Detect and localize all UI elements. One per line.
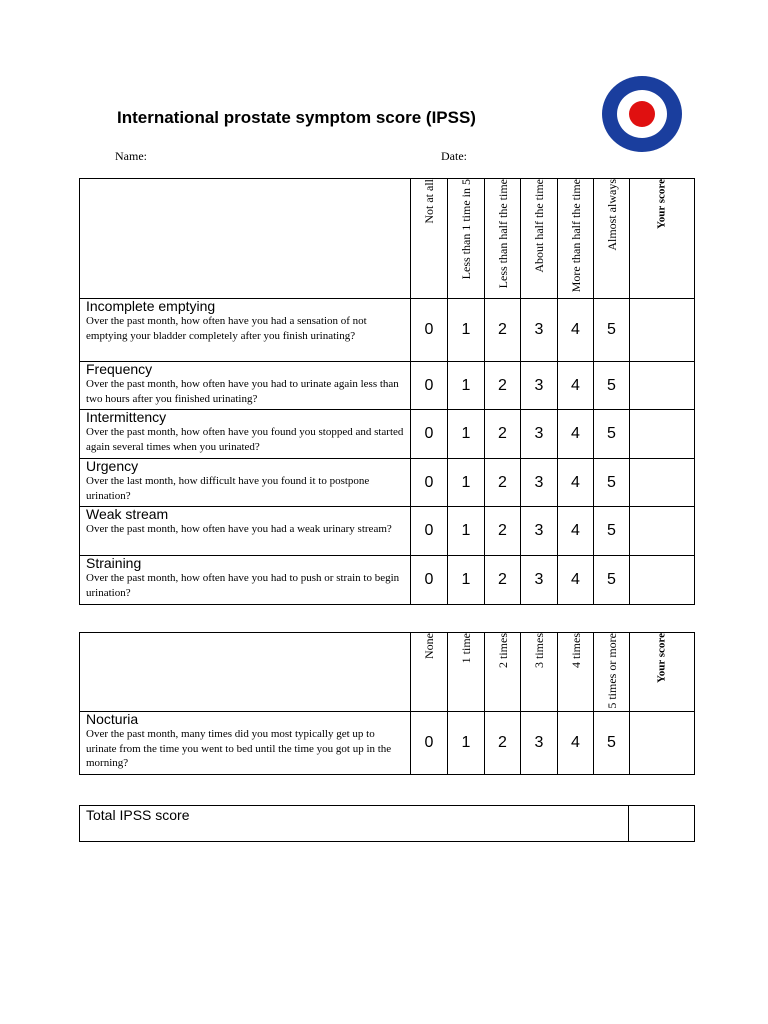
name-label: Name:: [115, 149, 147, 163]
score-option[interactable]: 2: [485, 362, 521, 410]
col-header-label: Your score: [655, 179, 668, 230]
question-text: Over the past month, how often have you had a sensation of not emptying your bladder completely after you finish urinating?: [86, 315, 367, 342]
score-option[interactable]: 4: [558, 410, 594, 459]
col-header-3-times: [521, 633, 558, 712]
score-option[interactable]: 5: [594, 459, 630, 507]
col-header-more-than-half: [558, 179, 594, 299]
col-header-label: 4 times: [568, 633, 583, 668]
your-score-cell[interactable]: [630, 507, 695, 556]
score-option[interactable]: 5: [594, 362, 630, 410]
symptom-table: [79, 178, 695, 605]
question-text: Over the past month, how often have you found you stopped and started again several times when you urinated?: [86, 426, 404, 453]
table-row: [80, 459, 695, 507]
score-option[interactable]: 4: [558, 459, 594, 507]
question-title: Weak stream: [86, 506, 169, 522]
score-option[interactable]: 1: [448, 556, 485, 605]
nocturia-table: [79, 632, 695, 775]
score-option[interactable]: 4: [558, 556, 594, 605]
table-row: [80, 507, 695, 556]
col-header-label: None: [422, 633, 436, 659]
question-title: Straining: [86, 555, 142, 571]
score-option[interactable]: 2: [485, 299, 521, 362]
score-option[interactable]: 0: [411, 459, 448, 507]
question-cell: [80, 459, 411, 507]
score-option[interactable]: 3: [521, 712, 558, 775]
score-option[interactable]: 3: [521, 459, 558, 507]
col-header-4-times: [558, 633, 594, 712]
col-header-label: Your score: [655, 633, 668, 684]
score-option[interactable]: 2: [485, 712, 521, 775]
question-title: Frequency: [86, 361, 153, 377]
date-label: Date:: [441, 149, 467, 163]
question-text: Over the past month, many times did you most typically get up to urinate from the time you went to bed until the time you got up in the morning?: [86, 728, 392, 769]
col-header-label: 1 time: [459, 633, 473, 664]
your-score-cell[interactable]: [630, 362, 695, 410]
question-cell: [80, 410, 411, 459]
score-option[interactable]: 0: [411, 712, 448, 775]
col-header-label: Almost always: [604, 179, 619, 251]
question-cell: [80, 712, 411, 775]
your-score-cell[interactable]: [630, 459, 695, 507]
question-title: Urgency: [86, 458, 139, 474]
question-cell: [80, 362, 411, 410]
score-option[interactable]: 0: [411, 299, 448, 362]
score-option[interactable]: 3: [521, 507, 558, 556]
col-header-label: 2 times: [495, 633, 510, 668]
table-row: [80, 712, 695, 775]
score-option[interactable]: 2: [485, 459, 521, 507]
col-header-less-than-half: [485, 179, 521, 299]
score-option[interactable]: 3: [521, 362, 558, 410]
col-header-label: About half the time: [532, 179, 546, 273]
question-text: Over the past month, how often have you had to urinate again less than two hours after you finished urinating?: [86, 378, 399, 405]
col-header-not-at-all: [411, 179, 448, 299]
score-option[interactable]: 0: [411, 362, 448, 410]
table-row: [80, 299, 695, 362]
col-header-about-half: [521, 179, 558, 299]
score-option[interactable]: 1: [448, 410, 485, 459]
col-header-your-score: [630, 179, 695, 299]
score-option[interactable]: 2: [485, 507, 521, 556]
col-header-your-score: [630, 633, 695, 712]
score-option[interactable]: 1: [448, 507, 485, 556]
col-header-almost-always: [594, 179, 630, 299]
score-option[interactable]: 2: [485, 410, 521, 459]
col-header-label: Not at all: [422, 179, 436, 224]
your-score-cell[interactable]: [630, 299, 695, 362]
your-score-cell[interactable]: [630, 410, 695, 459]
score-option[interactable]: 1: [448, 712, 485, 775]
page-title: International prostate symptom score (IPSS): [117, 108, 476, 127]
score-option[interactable]: 5: [594, 299, 630, 362]
question-text: Over the past month, how often have you had a weak urinary stream?: [86, 523, 392, 535]
table-row: [80, 362, 695, 410]
question-title: Intermittency: [86, 409, 167, 425]
score-option[interactable]: 3: [521, 410, 558, 459]
score-option[interactable]: 3: [521, 556, 558, 605]
score-option[interactable]: 0: [411, 410, 448, 459]
header-empty-cell: [80, 633, 411, 712]
col-header-label: More than half the time: [568, 179, 583, 293]
score-option[interactable]: 1: [448, 362, 485, 410]
score-option[interactable]: 1: [448, 299, 485, 362]
score-option[interactable]: 4: [558, 507, 594, 556]
score-option[interactable]: 0: [411, 507, 448, 556]
header-empty-cell: [80, 179, 411, 299]
score-option[interactable]: 5: [594, 507, 630, 556]
question-text: Over the last month, how difficult have you found it to postpone urination?: [86, 475, 370, 502]
col-header-5-times-or-more: [594, 633, 630, 712]
score-option[interactable]: 4: [558, 712, 594, 775]
col-header-1-time: [448, 633, 485, 712]
score-option[interactable]: 3: [521, 299, 558, 362]
score-option[interactable]: 0: [411, 556, 448, 605]
score-option[interactable]: 4: [558, 299, 594, 362]
col-header-label: 3 times: [532, 633, 546, 668]
question-cell: [80, 556, 411, 605]
table-row: [80, 410, 695, 459]
col-header-label: 5 times or more: [604, 633, 619, 709]
question-title: Nocturia: [86, 711, 139, 727]
col-header-label: Less than half the time: [495, 179, 510, 289]
score-option[interactable]: 5: [594, 712, 630, 775]
col-header-2-times: [485, 633, 521, 712]
total-score-cell[interactable]: [629, 806, 695, 842]
question-title: Incomplete emptying: [86, 298, 216, 314]
your-score-cell[interactable]: [630, 556, 695, 605]
total-label: Total IPSS score: [80, 806, 629, 842]
question-text: Over the past month, how often have you had to push or strain to begin urination?: [86, 572, 400, 599]
target-roundel-logo: [601, 75, 683, 153]
your-score-cell[interactable]: [630, 712, 695, 775]
col-header-less-than-1-in-5: [448, 179, 485, 299]
score-option[interactable]: 5: [594, 556, 630, 605]
question-cell: [80, 299, 411, 362]
table-row: [80, 556, 695, 605]
question-cell: [80, 507, 411, 556]
score-option[interactable]: 4: [558, 362, 594, 410]
score-option[interactable]: 5: [594, 410, 630, 459]
total-table: [79, 805, 695, 842]
col-header-none: [411, 633, 448, 712]
col-header-label: Less than 1 time in 5: [459, 179, 473, 280]
score-option[interactable]: 1: [448, 459, 485, 507]
score-option[interactable]: 2: [485, 556, 521, 605]
